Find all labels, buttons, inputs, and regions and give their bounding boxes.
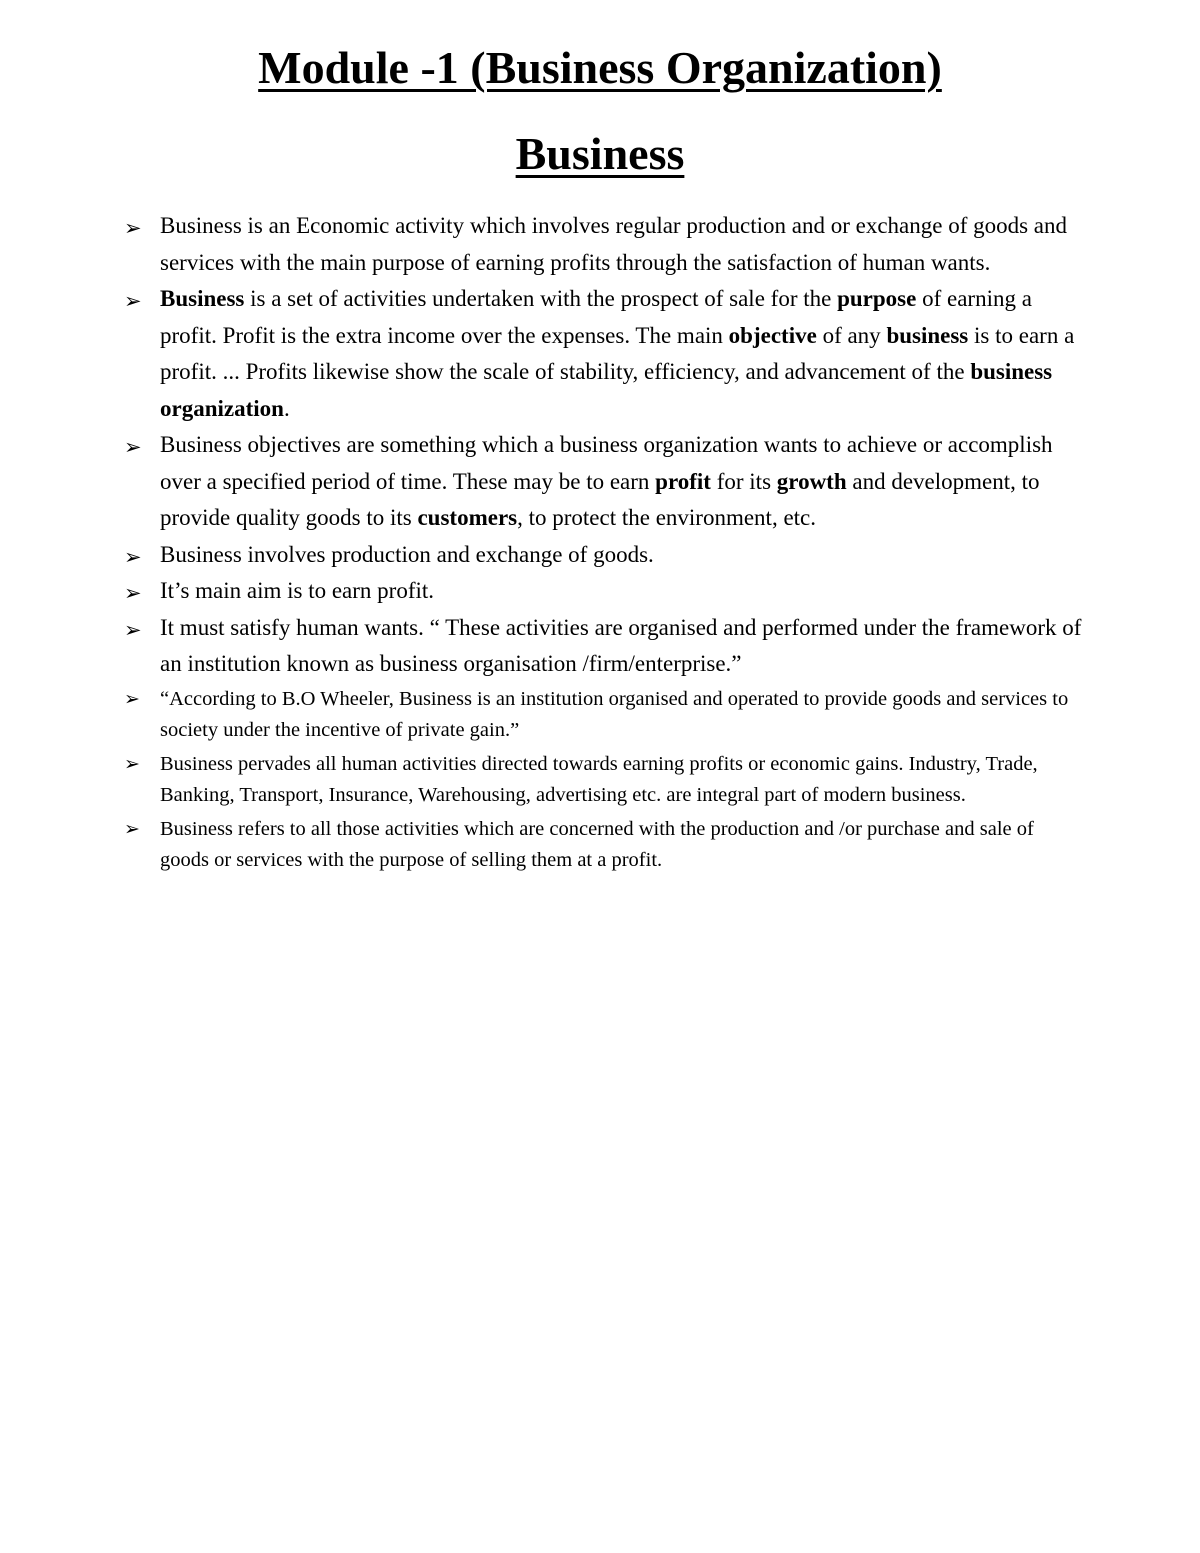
- text-run: Business objectives are something which a business organization wants to achieve or accomplish over a specified period of time. These may be to earn: [160, 432, 1053, 494]
- text-run: of any: [816, 322, 887, 348]
- bold-term: profit: [655, 468, 711, 494]
- bold-term: business organization: [160, 359, 1053, 421]
- section-heading-text: Business: [515, 128, 685, 179]
- arrowhead-bullet-icon: ➢: [124, 544, 142, 569]
- list-item-text: [160, 286, 1074, 421]
- list-item-text: Business involves production and exchange of goods.: [160, 541, 654, 567]
- list-item-text: [160, 432, 1053, 530]
- list-item: [124, 684, 1084, 747]
- list-item: [124, 281, 1084, 427]
- text-run: is a set of activities undertaken with the prospect of sale for the: [244, 286, 838, 311]
- arrowhead-bullet-icon: ➢: [124, 581, 142, 605]
- list-item-text: Business is an Economic activity which involves regular production and or exchange of goods and services with the main purpose of earning profits through the satisfaction of human wants.: [160, 213, 1068, 275]
- text-run: of earning a profit. Profit is the extra income over the expenses. The main: [160, 286, 1032, 348]
- text-run: .: [283, 395, 290, 421]
- list-item: [124, 573, 1084, 610]
- arrowhead-bullet-icon: ➢: [124, 752, 140, 775]
- list-item: [124, 208, 1084, 281]
- arrowhead-bullet-icon: ➢: [124, 687, 140, 710]
- bold-term: purpose: [837, 286, 917, 311]
- bold-term: customers: [417, 505, 518, 530]
- text-run: is to earn a profit. ... Profits likewise show the scale of stability, efficiency, and advancement of the: [160, 322, 1075, 384]
- page-title-text: Module -1 (Business Organization): [258, 42, 942, 93]
- list-item: [124, 749, 1084, 812]
- list-item-text: Business pervades all human activities directed towards earning profits or economic gains. Industry, Trade, Banking, Transport, Insurance, Warehousing, advertising etc. are integral part of modern business.: [160, 752, 1038, 806]
- list-item: [124, 610, 1084, 683]
- arrowhead-bullet-icon: ➢: [124, 289, 142, 313]
- bold-term: objective: [728, 322, 817, 348]
- section-heading: [0, 126, 1200, 182]
- list-item: [124, 427, 1084, 537]
- bold-term: business: [886, 322, 969, 348]
- list-item-text: “According to B.O Wheeler, Business is an institution organised and operated to provide goods and services to society under the incentive of private gain.”: [160, 687, 1069, 741]
- list-item: [124, 537, 1084, 574]
- arrowhead-bullet-icon: ➢: [124, 435, 142, 459]
- list-item-text: It’s main aim is to earn profit.: [160, 578, 435, 603]
- arrowhead-bullet-icon: ➢: [124, 617, 142, 642]
- arrowhead-bullet-icon: ➢: [124, 817, 140, 840]
- bold-term: growth: [776, 468, 847, 494]
- list-item: [124, 814, 1084, 877]
- list-item-text: It must satisfy human wants. “ These activities are organised and performed under the framework of an institution known as business organisation /firm/enterprise.”: [160, 614, 1082, 676]
- text-run: , to protect the environment, etc.: [517, 505, 817, 530]
- bold-term: Business: [160, 286, 245, 311]
- arrowhead-bullet-icon: ➢: [124, 216, 142, 240]
- list-item-text: Business refers to all those activities which are concerned with the production and /or purchase and sale of goods or services with the purpose of selling them at a profit.: [160, 817, 1034, 871]
- text-run: and development, to provide quality goods to its: [160, 468, 1040, 530]
- bullet-list: [124, 208, 1084, 877]
- page-title: [0, 40, 1200, 96]
- text-run: for its: [710, 468, 777, 494]
